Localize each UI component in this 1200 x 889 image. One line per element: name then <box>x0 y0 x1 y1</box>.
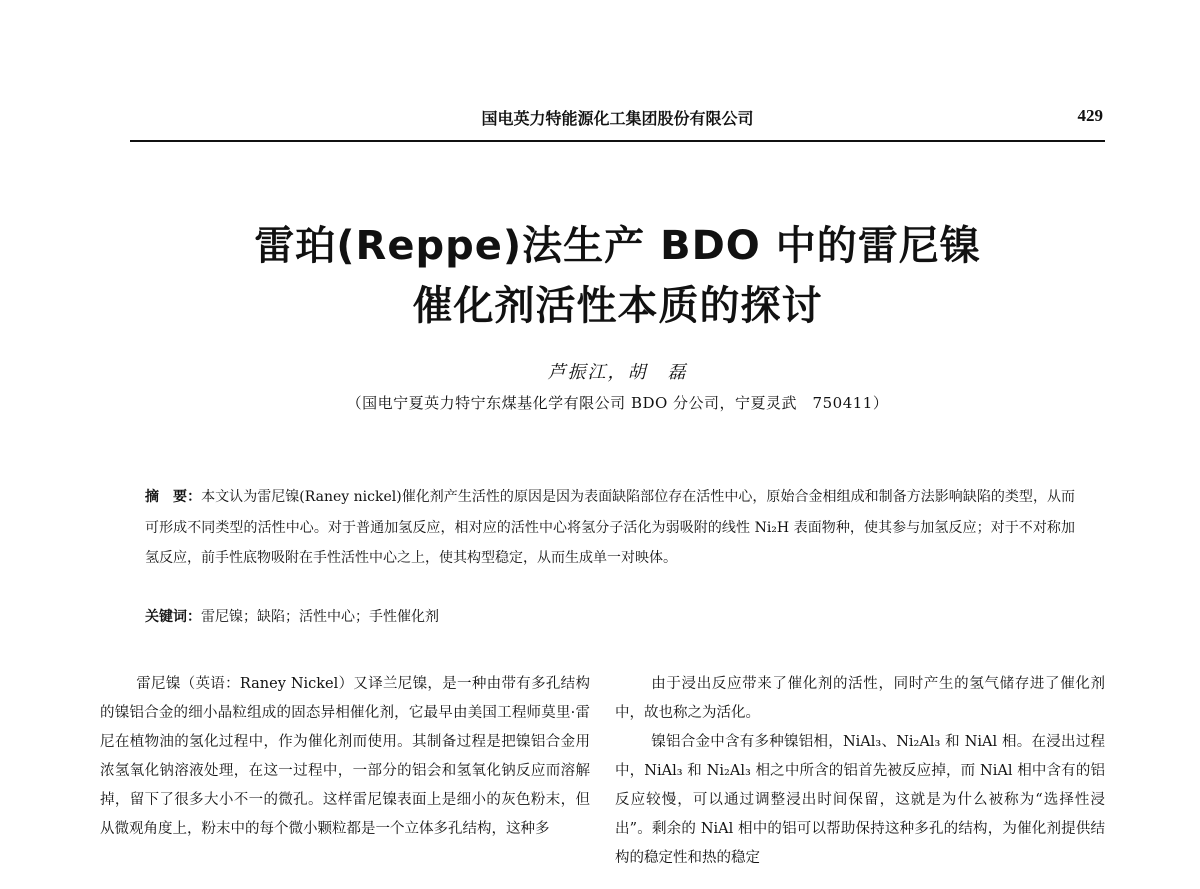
abstract <box>145 482 1075 574</box>
keywords <box>145 604 1075 630</box>
page-number: 429 <box>1077 106 1103 125</box>
body-column-left <box>100 670 590 844</box>
keywords-label: 关键词： <box>145 609 201 625</box>
running-header <box>130 100 1105 142</box>
header-organization: 国电英力特能源化工集团股份有限公司 <box>481 109 754 128</box>
paper-title-line-2: 催化剂活性本质的探讨 <box>412 283 823 329</box>
body-paragraph: 由于浸出反应带来了催化剂的活性，同时产生的氢气储存进了催化剂中，故也称之为活化。 <box>615 676 1105 721</box>
paper-title-line-1: 雷珀(Reppe)法生产 BDO 中的雷尼镍 <box>254 223 981 269</box>
affiliation: （国电宁夏英力特宁东煤基化学有限公司 BDO 分公司，宁夏灵武 750411） <box>346 394 889 412</box>
abstract-text: 本文认为雷尼镍(Raney nickel)催化剂产生活性的原因是因为表面缺陷部位存在活性中心，原始合金相组成和制备方法影响缺陷的类型，从而可形成不同类型的活性中心。对于普通加氢反应，相对应的活性中心将氢分子活化为弱吸附的线性 Ni₂H 表面物种，使其参与加氢反应；对于不对称加氢反应，前手性底物吸附在手性活性中心之上，使其构型稳定，从而生成单一对映体。 <box>145 489 1075 566</box>
body-column-right <box>615 670 1105 873</box>
abstract-label: 摘 要： <box>145 489 202 505</box>
keywords-text: 雷尼镍；缺陷；活性中心；手性催化剂 <box>201 609 439 625</box>
body-paragraph: 镍铝合金中含有多种镍铝相，NiAl₃、Ni₂Al₃ 和 NiAl 相。在浸出过程中，NiAl₃ 和 Ni₂Al₃ 相之中所含的铝首先被反应掉，而 NiAl 相中含有的铝反应较慢，可以通过调整浸出时间保留，这就是为什么被称为“选择性浸出”。剩余的 NiAl 相中的铝可以帮助保持这种多孔的结构，为催化剂提供结构的稳定性和热的稳定 <box>615 734 1105 866</box>
author-list: 芦振江，胡 磊 <box>547 362 688 383</box>
body-paragraph: 雷尼镍（英语：Raney Nickel）又译兰尼镍，是一种由带有多孔结构的镍铝合金的细小晶粒组成的固态异相催化剂，它最早由美国工程师莫里·雷尼在植物油的氢化过程中，作为催化剂而使用。其制备过程是把镍铝合金用浓氢氧化钠溶液处理，在这一过程中，一部分的铝会和氢氧化钠反应而溶解掉，留下了很多大小不一的微孔。这样雷尼镍表面上是细小的灰色粉末，但从微观角度上，粉末中的每个微小颗粒都是一个立体多孔结构，这种多 <box>100 676 590 837</box>
